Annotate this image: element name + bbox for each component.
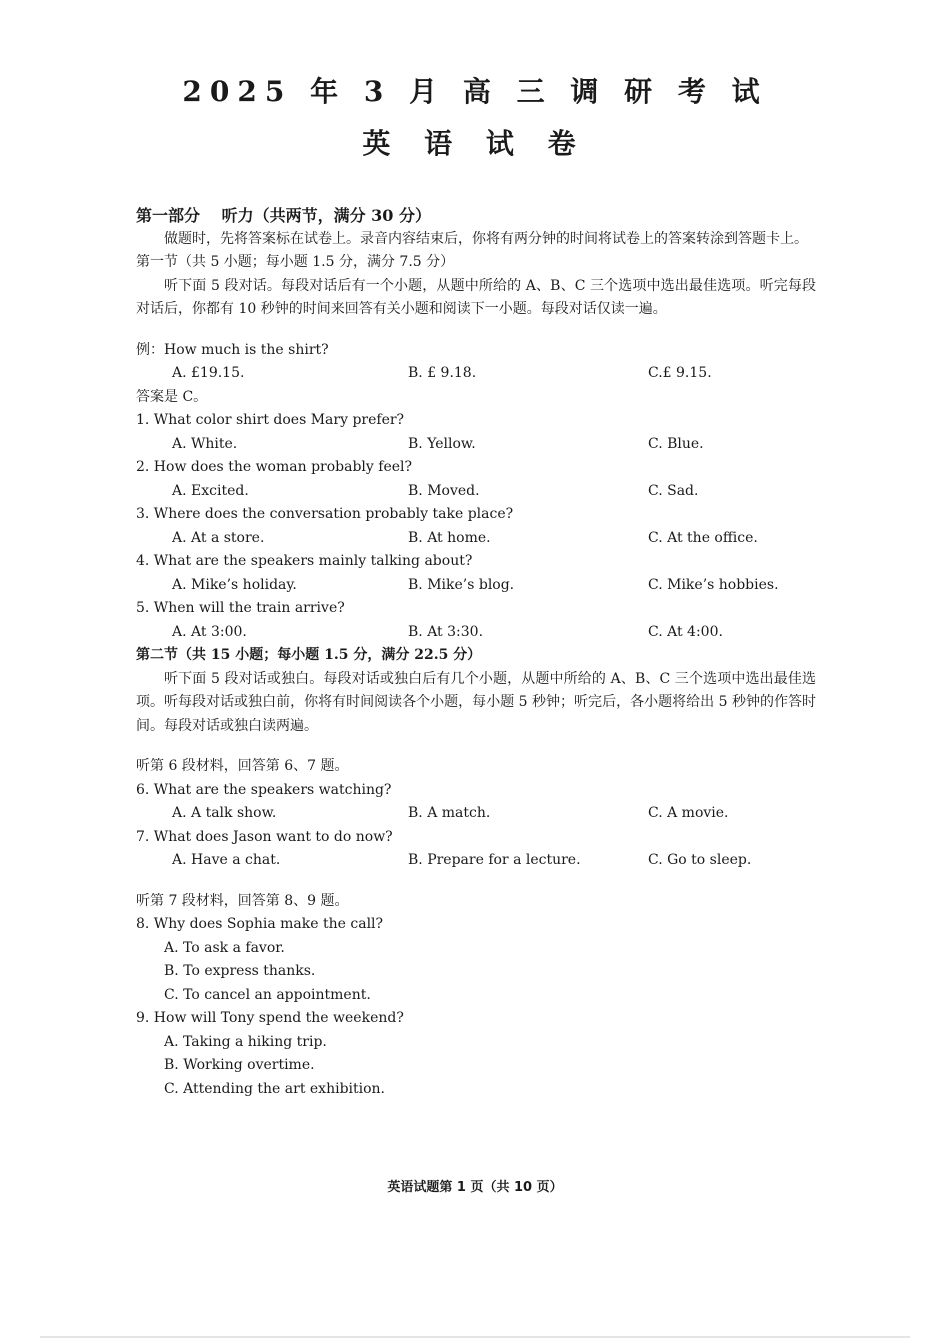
question-4-options: [136, 574, 816, 598]
scan-edge-divider: [40, 1336, 910, 1338]
option-c: C. At 4:00.: [648, 623, 723, 640]
part1-heading: 第一部分 听力（共两节，满分 30 分）: [136, 206, 431, 225]
option-b: B. At 3:30.: [408, 623, 484, 640]
option-c: C. Mike’s hobbies.: [648, 576, 779, 593]
option-a: A. At 3:00.: [172, 623, 247, 640]
question-6: 6. What are the speakers watching?: [136, 781, 392, 798]
option-c: C. Blue.: [648, 435, 704, 452]
page-footer: 英语试题第 1 页（共 10 页）: [387, 1180, 563, 1195]
question-9: 9. How will Tony spend the weekend?: [136, 1010, 404, 1026]
material6-intro: 听第 6 段材料，回答第 6、7 题。: [136, 758, 349, 774]
question-5-options: [136, 621, 816, 645]
example-answer: 答案是 C。: [136, 388, 208, 405]
question-1: 1. What color shirt does Mary prefer?: [136, 412, 405, 428]
part1-instructions: 做题时，先将答案标在试卷上。录音内容结束后，你将有两分钟的时间将试卷上的答案转涂到答题卡上。: [164, 230, 808, 247]
option-b: B. Mike’s blog.: [408, 576, 515, 593]
option-b: B. Yellow.: [408, 435, 476, 452]
section2-heading: 第二节（共 15 小题；每小题 1.5 分，满分 22.5 分）: [136, 647, 482, 663]
exam-content: [136, 204, 816, 1101]
question-1-options: [136, 433, 816, 457]
option-b: B. To express thanks.: [164, 963, 316, 979]
section1-instructions: 听下面 5 段对话。每段对话后有一个小题，从题中所给的 A、B、C 三个选项中选出最佳选项。听完每段对话后，你都有 10 秒钟的时间来回答有关小题和阅读下一小题。每段对话仅读一遍。: [136, 277, 816, 317]
option-b: B. Working overtime.: [164, 1057, 315, 1073]
section2-instructions: 听下面 5 段对话或独白。每段对话或独白后有几个小题，从题中所给的 A、B、C 三个选项中选出最佳选项。听每段对话或独白前，你将有时间阅读各个小题，每小题 5 秒钟；听完后，各小题将给出 5 秒钟的作答时间。每段对话或独白读两遍。: [136, 670, 816, 734]
option-a: A. Have a chat.: [172, 852, 281, 868]
option-b: B. Moved.: [408, 482, 480, 499]
option-c: C.£ 9.15.: [648, 365, 712, 381]
option-a: A. £19.15.: [172, 365, 245, 381]
option-b: B. Prepare for a lecture.: [408, 852, 581, 868]
option-c: C. Go to sleep.: [648, 852, 752, 868]
exam-subtitle: 英 语 试 卷: [362, 127, 588, 160]
option-a: A. At a store.: [172, 529, 265, 546]
question-5: 5. When will the train arrive?: [136, 600, 345, 616]
option-c: C. At the office.: [648, 529, 758, 546]
option-c: C. A movie.: [648, 805, 729, 821]
section1-heading: 第一节（共 5 小题；每小题 1.5 分，满分 7.5 分）: [136, 254, 455, 270]
example-question: 例：How much is the shirt?: [136, 341, 329, 358]
exam-title: 2025 年 3 月 高 三 调 研 考 试: [182, 75, 768, 108]
question-3: 3. Where does the conversation probably take place?: [136, 506, 514, 522]
question-6-options: [136, 802, 816, 826]
question-2-options: [136, 480, 816, 504]
question-7-options: [136, 849, 816, 873]
option-b: B. A match.: [408, 805, 491, 821]
option-c: C. Attending the art exhibition.: [164, 1080, 386, 1097]
question-7: 7. What does Jason want to do now?: [136, 828, 393, 845]
example-options: [136, 362, 816, 386]
option-b: B. At home.: [408, 529, 491, 546]
option-a: A. Mike’s holiday.: [172, 576, 297, 593]
material7-intro: 听第 7 段材料，回答第 8、9 题。: [136, 892, 349, 909]
option-a: A. A talk show.: [172, 805, 277, 821]
option-a: A. Taking a hiking trip.: [164, 1033, 327, 1050]
option-a: A. White.: [172, 435, 238, 452]
option-c: C. To cancel an appointment.: [164, 986, 371, 1003]
option-c: C. Sad.: [648, 482, 699, 499]
option-a: A. To ask a favor.: [164, 939, 285, 956]
option-b: B. £ 9.18.: [408, 365, 477, 381]
question-8: 8. Why does Sophia make the call?: [136, 916, 384, 932]
question-3-options: [136, 527, 816, 551]
question-2: 2. How does the woman probably feel?: [136, 459, 412, 475]
question-4: 4. What are the speakers mainly talking about?: [136, 553, 473, 569]
option-a: A. Excited.: [172, 482, 249, 499]
